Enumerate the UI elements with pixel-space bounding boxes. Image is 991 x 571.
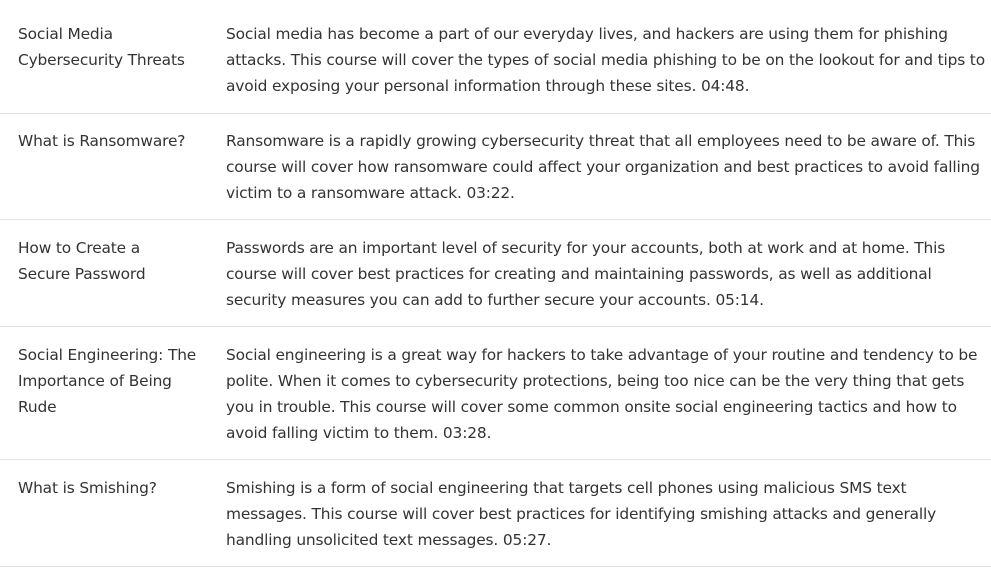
course-title-cell xyxy=(0,0,208,113)
table-row xyxy=(0,114,991,220)
course-description: Social engineering is a great way for hackers to take advantage of your routine and tendency to be polite. When it comes to cybersecurity protections, being too nice can be the very thing that gets you in trouble. This course will cover some common onsite social engineering tactics and how to avoid falling victim to them. 03:28. xyxy=(226,346,978,442)
course-title: Social Engineering: The Importance of Being Rude xyxy=(18,346,197,416)
course-description-cell xyxy=(208,0,991,113)
course-title: How to Create a Secure Password xyxy=(18,239,146,283)
course-description: Passwords are an important level of security for your accounts, both at work and at home. This course will cover best practices for creating and maintaining passwords, as well as additional security measures you can add to further secure your accounts. 05:14. xyxy=(226,239,946,309)
course-title-cell xyxy=(0,327,208,459)
table-row xyxy=(0,460,991,567)
course-title-cell xyxy=(0,460,208,566)
course-description-cell xyxy=(208,220,991,326)
course-title: What is Ransomware? xyxy=(18,132,186,150)
course-description: Social media has become a part of our everyday lives, and hackers are using them for phishing attacks. This course will cover the types of social media phishing to be on the lookout for and tips to avoid exposing your personal information through these sites. 04:48. xyxy=(226,25,985,95)
course-description-cell xyxy=(208,114,991,219)
course-description: Smishing is a form of social engineering that targets cell phones using malicious SMS text messages. This course will cover best practices for identifying smishing attacks and generally handling unsolicited text messages. 05:27. xyxy=(226,479,937,549)
course-title-cell xyxy=(0,220,208,326)
table-row xyxy=(0,327,991,460)
course-title: What is Smishing? xyxy=(18,479,157,497)
course-title: Social Media Cybersecurity Threats xyxy=(18,25,185,69)
table-row xyxy=(0,220,991,327)
course-description-cell xyxy=(208,327,991,459)
course-description-cell xyxy=(208,460,991,566)
table-row xyxy=(0,0,991,114)
course-title-cell xyxy=(0,114,208,219)
course-description: Ransomware is a rapidly growing cybersecurity threat that all employees need to be aware of. This course will cover how ransomware could affect your organization and best practices to avoid falling victim to a ransomware attack. 03:22. xyxy=(226,132,980,202)
